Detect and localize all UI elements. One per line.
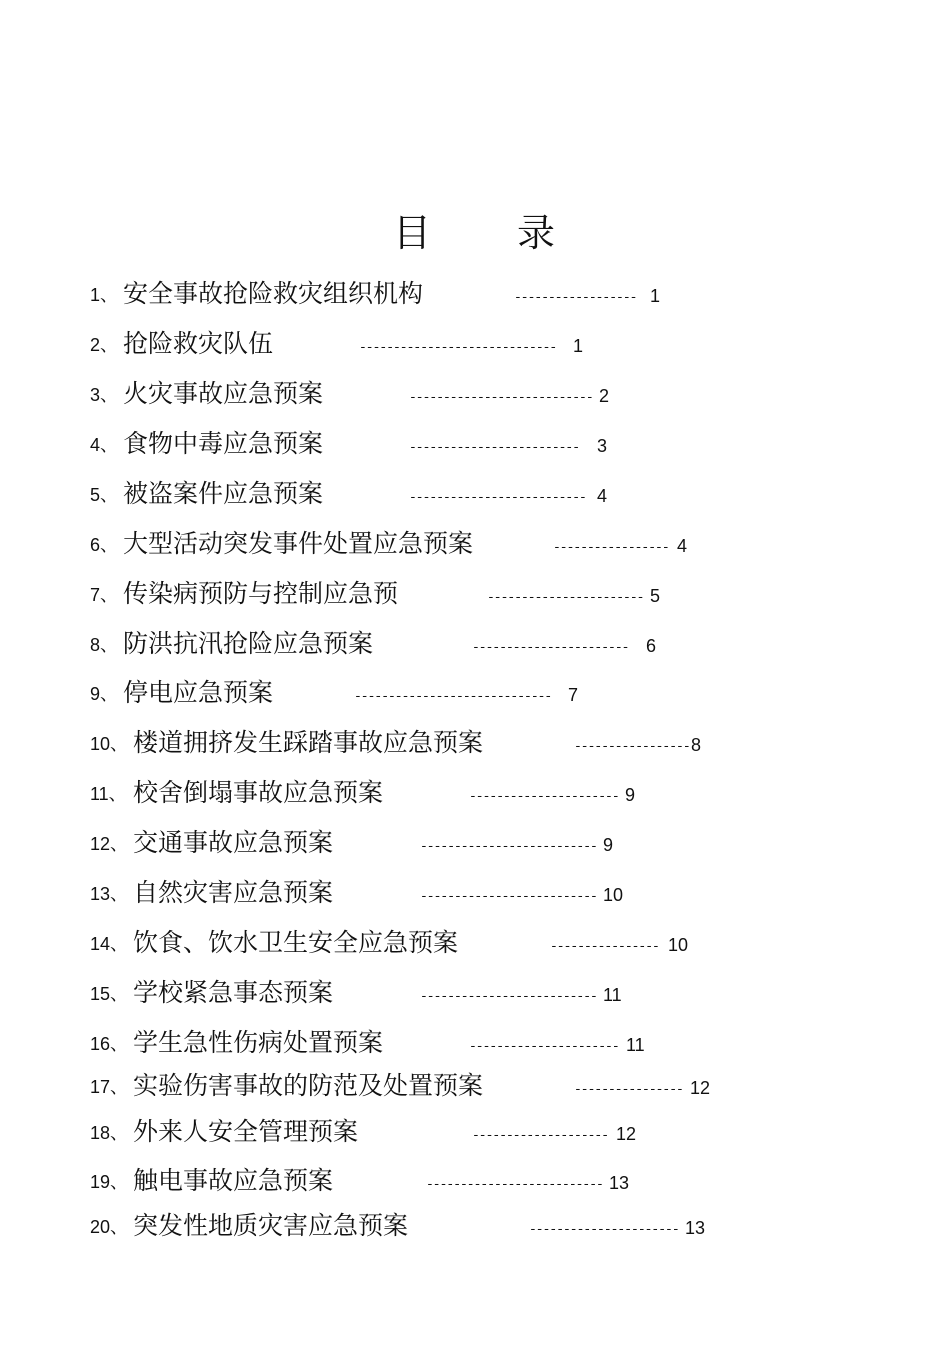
toc-title: 被盗案件应急预案 (123, 479, 324, 508)
toc-number: 10、 (90, 734, 129, 754)
toc-leader: --------------------------- (409, 390, 593, 405)
toc-page-number: 8 (691, 735, 702, 755)
toc-leader: -------------------------- (420, 839, 597, 854)
toc-page-number: 12 (690, 1078, 711, 1098)
toc-leader: ---------------- (574, 1082, 683, 1097)
toc-title: 触电事故应急预案 (133, 1166, 334, 1195)
toc-leader: ----------------------------- (359, 340, 557, 355)
toc-leader: ---------------------- (529, 1222, 679, 1237)
toc-page-number: 13 (609, 1173, 630, 1193)
toc-title: 停电应急预案 (123, 678, 274, 707)
toc-page-number: 4 (677, 536, 688, 556)
toc-title: 火灾事故应急预案 (123, 379, 324, 408)
toc-number: 16、 (90, 1034, 129, 1054)
toc-page-number: 13 (685, 1218, 706, 1238)
toc-page-number: 1 (650, 286, 661, 306)
toc-title: 外来人安全管理预案 (133, 1117, 359, 1146)
toc-leader: ---------------------- (469, 789, 619, 804)
toc-title: 饮食、饮水卫生安全应急预案 (133, 928, 459, 957)
toc-number: 14、 (90, 934, 129, 954)
toc-number: 8、 (90, 635, 119, 655)
toc-title: 食物中毒应急预案 (123, 429, 324, 458)
toc-title: 防洪抗汛抢险应急预案 (123, 629, 374, 658)
toc-title: 大型活动突发事件处置应急预案 (123, 529, 474, 558)
toc-number: 3、 (90, 385, 119, 405)
toc-title: 自然灾害应急预案 (133, 878, 334, 907)
toc-leader: ------------------ (514, 290, 637, 305)
toc-title: 抢险救灾队伍 (123, 329, 274, 358)
toc-title: 楼道拥挤发生踩踏事故应急预案 (133, 728, 484, 757)
toc-number: 20、 (90, 1217, 129, 1237)
toc-number: 6、 (90, 535, 119, 555)
toc-leader: ----------------------- (487, 590, 644, 605)
toc-page-number: 4 (597, 486, 608, 506)
toc-number: 13、 (90, 884, 129, 904)
toc-number: 1、 (90, 285, 119, 305)
toc-number: 2、 (90, 335, 119, 355)
toc-title: 学生急性伤病处置预案 (133, 1028, 384, 1057)
toc-page-number: 9 (603, 835, 614, 855)
toc-number: 17、 (90, 1077, 129, 1097)
toc-page-number: 5 (650, 586, 661, 606)
toc-leader: ------------------------- (409, 440, 580, 455)
toc-page-number: 3 (597, 436, 608, 456)
toc-title: 实验伤害事故的防范及处置预案 (133, 1071, 484, 1100)
toc-leader: ----------------------- (472, 640, 629, 655)
toc-number: 11、 (90, 784, 127, 804)
toc-number: 18、 (90, 1123, 129, 1143)
toc-page-number: 1 (573, 336, 584, 356)
toc-leader: ----------------- (553, 540, 669, 555)
toc-page-number: 7 (568, 685, 579, 705)
toc-leader: ---------------- (550, 939, 659, 954)
toc-title: 安全事故抢险救灾组织机构 (123, 279, 424, 308)
toc-page-number: 10 (668, 935, 689, 955)
toc-number: 4、 (90, 435, 119, 455)
toc-title: 传染病预防与控制应急预 (123, 579, 399, 608)
toc-leader: ----------------------------- (354, 689, 552, 704)
toc-leader: ----------------- (574, 739, 690, 754)
toc-number: 12、 (90, 834, 129, 854)
toc-title: 校舍倒塌事故应急预案 (133, 778, 384, 807)
toc-leader: -------------------------- (426, 1177, 603, 1192)
toc-page-number: 9 (625, 785, 636, 805)
toc-page-number: 12 (616, 1124, 637, 1144)
toc-leader: -------------------------- (409, 490, 586, 505)
toc-leader: -------------------------- (420, 989, 597, 1004)
toc-title: 交通事故应急预案 (133, 828, 334, 857)
toc-page-number: 10 (603, 885, 624, 905)
toc-page-number: 11 (626, 1035, 645, 1055)
toc-number: 9、 (90, 684, 119, 704)
toc-title: 突发性地质灾害应急预案 (133, 1211, 409, 1240)
toc-page-number: 11 (603, 985, 622, 1005)
toc-leader: -------------------------- (420, 889, 597, 904)
toc-page-number: 2 (599, 386, 610, 406)
toc-number: 7、 (90, 585, 119, 605)
toc-page-number: 6 (646, 636, 657, 656)
title-char-1: 目 (393, 211, 434, 255)
toc-number: 5、 (90, 485, 119, 505)
toc-number: 19、 (90, 1172, 129, 1192)
title-char-2: 录 (517, 211, 558, 255)
toc-leader: -------------------- (472, 1128, 609, 1143)
toc-leader: ---------------------- (469, 1039, 619, 1054)
toc-title: 学校紧急事态预案 (133, 978, 334, 1007)
toc-number: 15、 (90, 984, 129, 1004)
